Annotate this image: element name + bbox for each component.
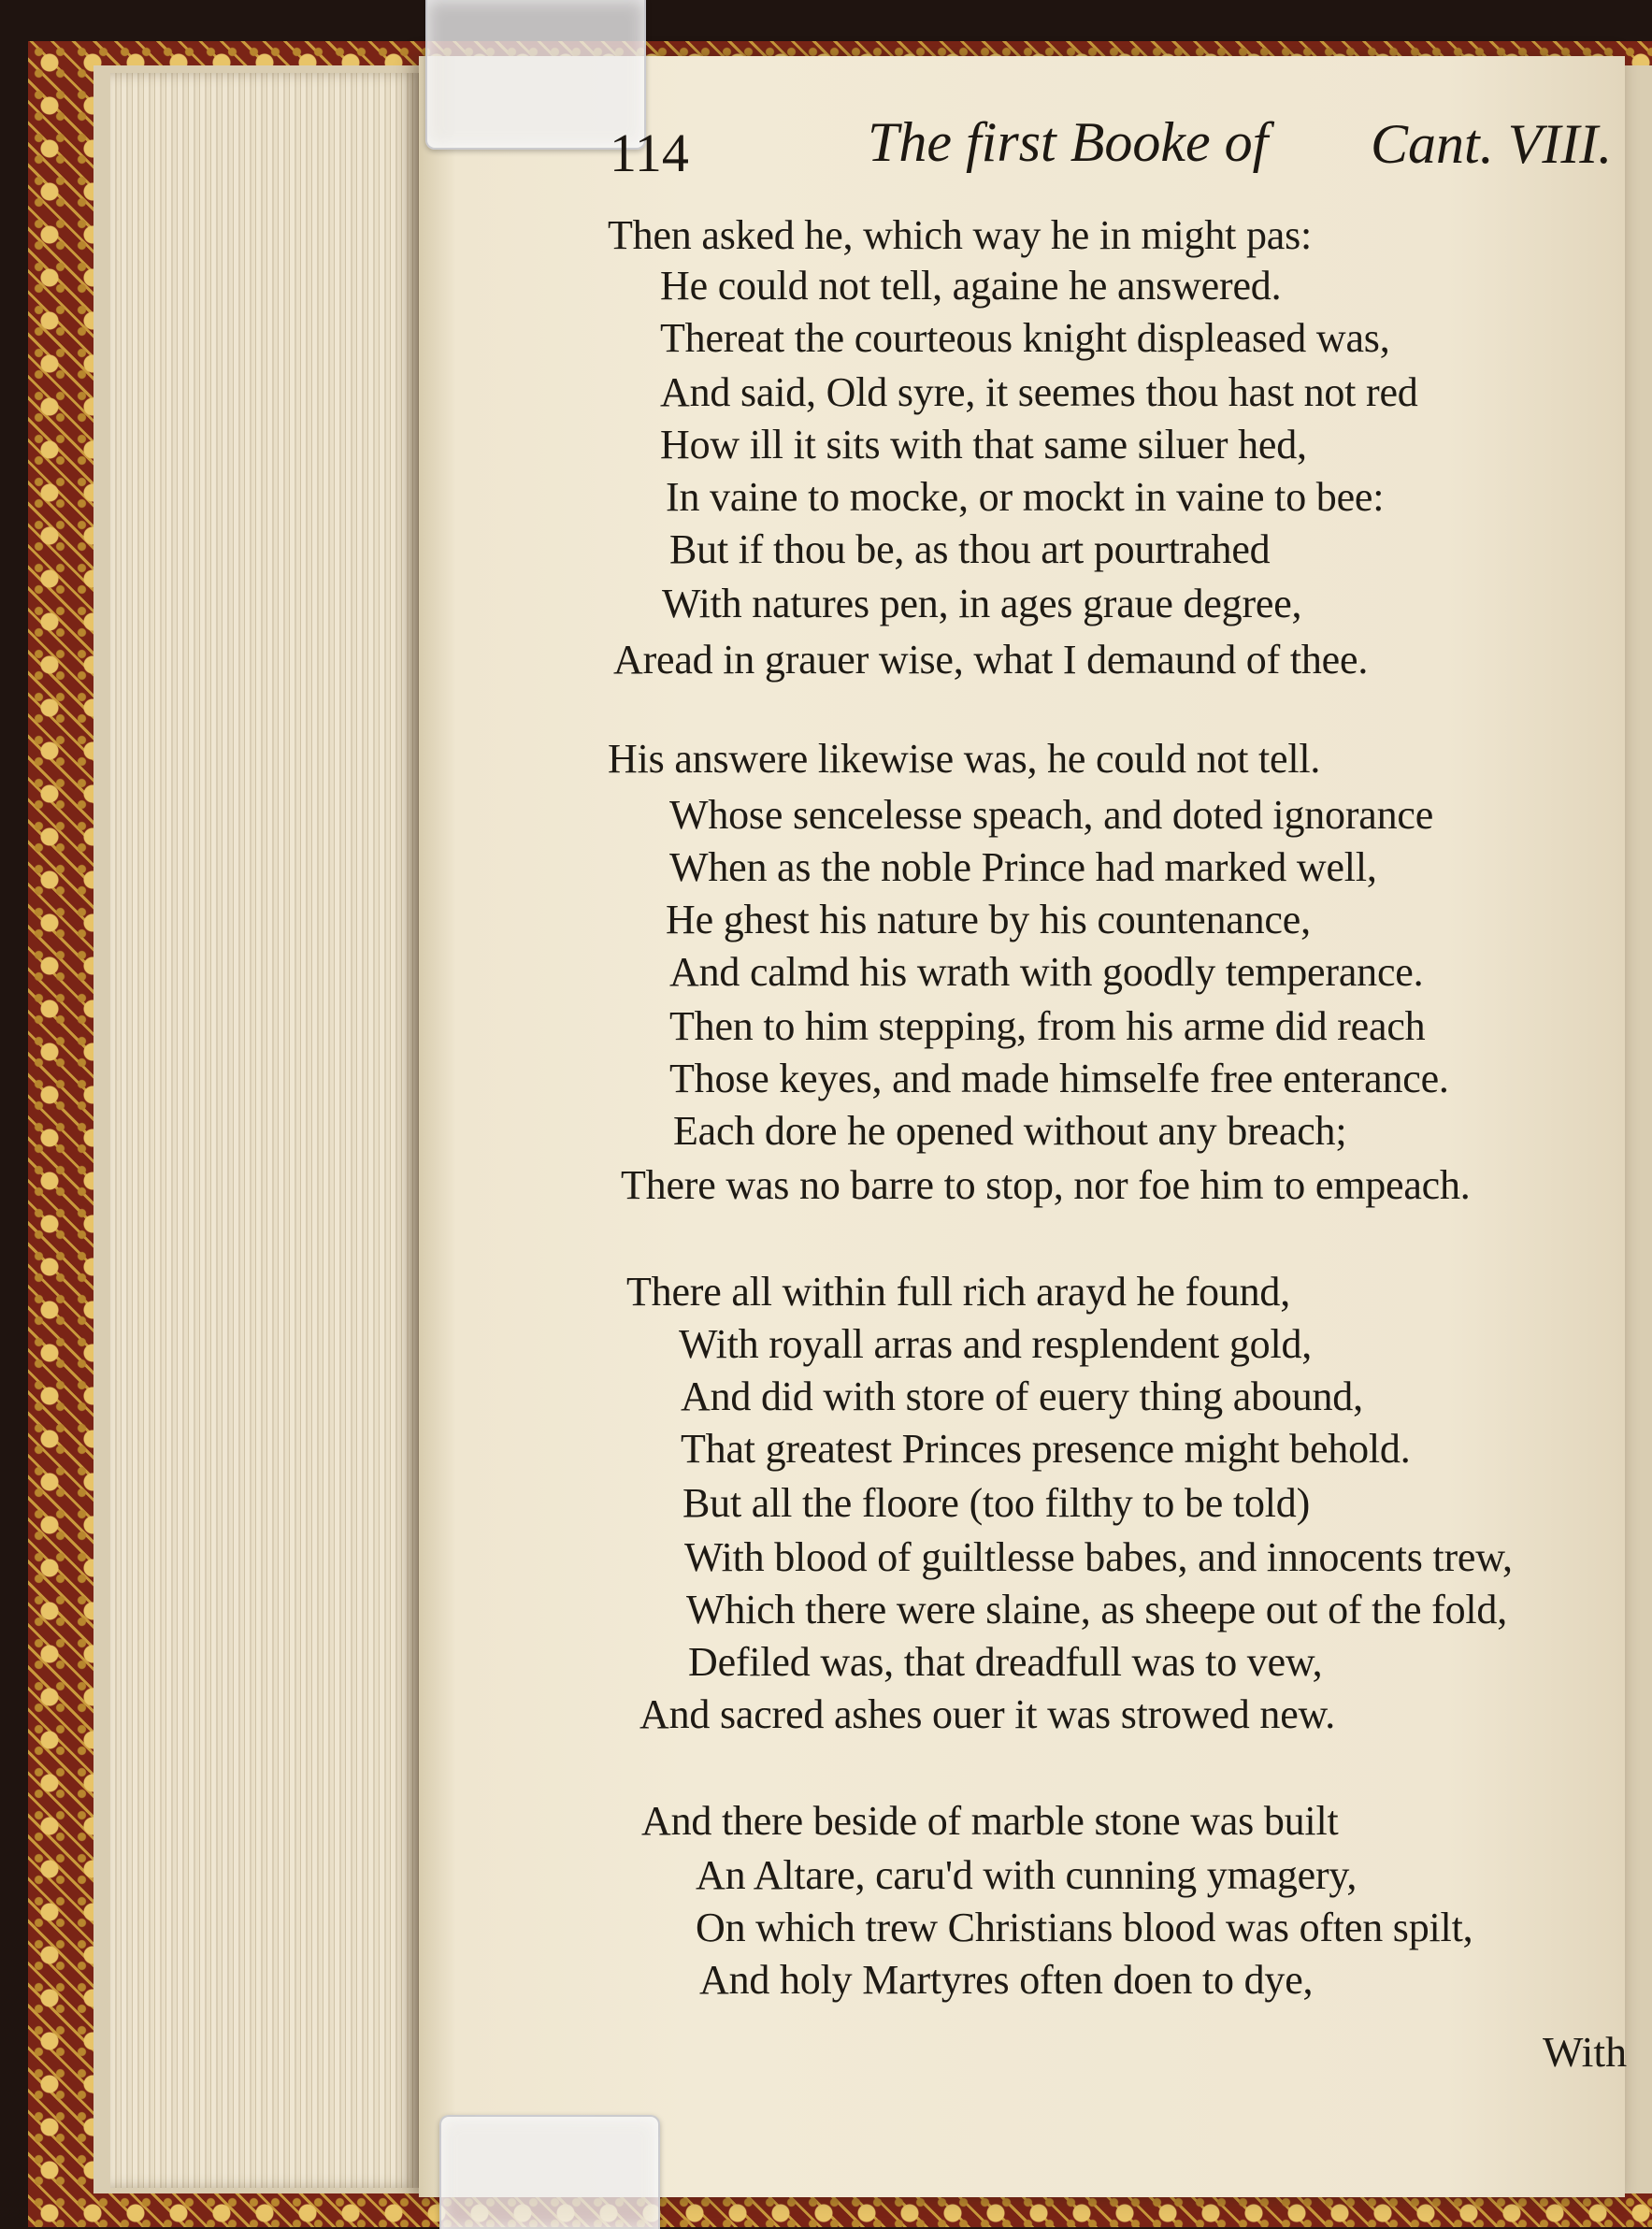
catchword: With xyxy=(1543,2028,1628,2076)
verse-line: With blood of guiltlesse babes, and innocents trew, xyxy=(684,1534,1513,1580)
verse-line: Aread in grauer wise, what I demaund of thee. xyxy=(613,637,1369,683)
bottom-page-clip xyxy=(439,2115,660,2229)
verse-line: He ghest his nature by his countenance, xyxy=(666,897,1311,942)
verse-line: Then asked he, which way he in might pas: xyxy=(608,212,1313,258)
verse-line: In vaine to mocke, or mockt in vaine to bee: xyxy=(666,474,1385,520)
running-title: The first Booke of xyxy=(868,111,1269,173)
verse-line: Then to him stepping, from his arme did reach xyxy=(669,1003,1426,1049)
verse-line: There all within full rich arayd he found, xyxy=(626,1269,1291,1315)
page-edges xyxy=(110,73,419,2188)
verse-line: With natures pen, in ages graue degree, xyxy=(662,581,1302,626)
page-number: 114 xyxy=(610,122,689,183)
page-header xyxy=(0,103,1652,187)
verse-line: And said, Old syre, it seemes thou hast not red xyxy=(660,369,1418,415)
verse-line: And calmd his wrath with goodly temperance. xyxy=(669,949,1424,995)
verse-line: An Altare, caru'd with cunning ymagery, xyxy=(696,1852,1358,1898)
verse-line: And sacred ashes ouer it was strowed new. xyxy=(639,1691,1336,1737)
verse-line: Whose sencelesse speach, and doted ignorance xyxy=(669,792,1434,838)
verse-line: But all the floore (too filthy to be told) xyxy=(682,1480,1311,1526)
verse-line: And holy Martyres often doen to dye, xyxy=(699,1957,1314,2003)
canto-label: Cant. VIII. xyxy=(1371,113,1613,175)
verse-line: There was no barre to stop, nor foe him to empeach. xyxy=(621,1162,1471,1208)
verse-line: Each dore he opened without any breach; xyxy=(673,1108,1347,1154)
verse-line: And there beside of marble stone was built xyxy=(641,1798,1339,1844)
verse-line: And did with store of euery thing abound, xyxy=(681,1373,1363,1419)
verse-line: With royall arras and resplendent gold, xyxy=(679,1321,1313,1367)
verse-line: But if thou be, as thou art pourtrahed xyxy=(669,526,1271,572)
verse-line: How ill it sits with that same siluer hed, xyxy=(660,422,1307,467)
verse-line: When as the noble Prince had marked well, xyxy=(669,844,1377,890)
verse-line: That greatest Princes presence might behold. xyxy=(681,1426,1411,1472)
verse-line: Thereat the courteous knight displeased was, xyxy=(660,315,1390,361)
verse-line: Defiled was, that dreadfull was to vew, xyxy=(688,1639,1323,1685)
verse-line: He could not tell, againe he answered. xyxy=(660,263,1282,309)
verse-line: Those keyes, and made himselfe free enterance. xyxy=(669,1056,1449,1101)
verse-line: His answere likewise was, he could not tell. xyxy=(608,736,1321,782)
verse-line: On which trew Christians blood was often spilt, xyxy=(696,1905,1473,1950)
verse-line: Which there were slaine, as sheepe out of the fold, xyxy=(686,1587,1508,1632)
